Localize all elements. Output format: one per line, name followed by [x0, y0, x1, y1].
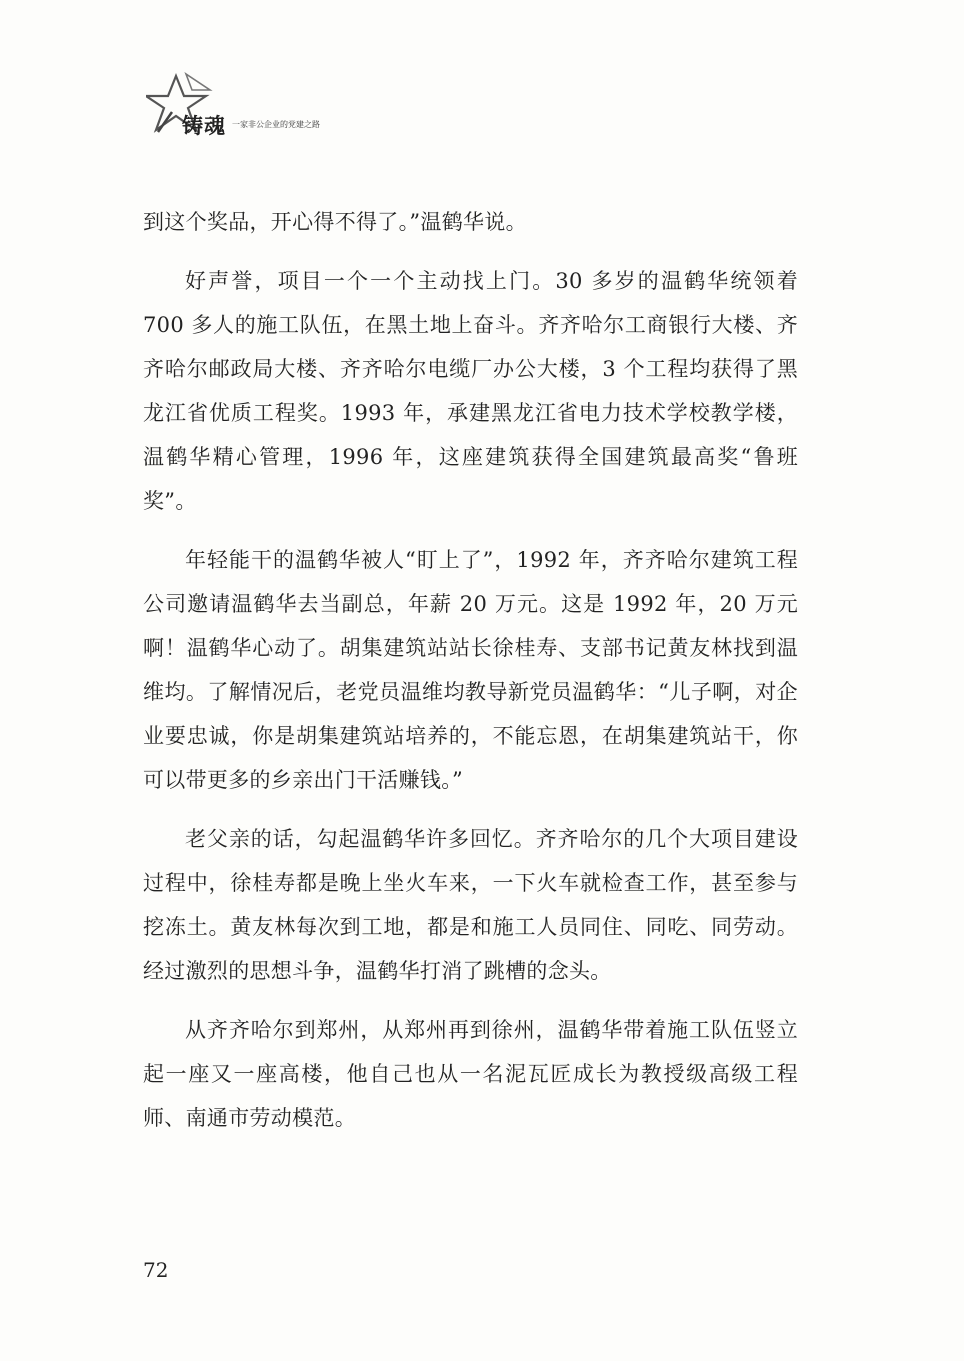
- paragraph: 从齐齐哈尔到郑州，从郑州再到徐州，温鹤华带着施工队伍竖立起一座又一座高楼，他自己也从一名泥瓦匠成长为教授级高级工程师、南通市劳动模范。: [143, 1018, 798, 1130]
- book-title: 铸魂: [182, 114, 226, 138]
- running-header: [146, 72, 406, 142]
- paragraph: 好声誉，项目一个一个主动找上门。30 多岁的温鹤华统领着 700 多人的施工队伍，在黑土地上奋斗。齐齐哈尔工商银行大楼、齐齐哈尔邮政局大楼、齐齐哈尔电缆厂办公大楼，3 个工程均获得了黑龙江省优质工程奖。1993 年，承建黑龙江省电力技术学校教学楼，温鹤华精心管理，1996 年，这座建筑获得全国建筑最高奖“鲁班奖”。: [143, 269, 798, 513]
- book-subtitle: 一家非公企业的党建之路: [232, 120, 320, 129]
- page-number: 72: [143, 1258, 169, 1282]
- paragraph: 老父亲的话，勾起温鹤华许多回忆。齐齐哈尔的几个大项目建设过程中，徐桂寿都是晚上坐火车来，一下火车就检查工作，甚至参与挖冻土。黄友林每次到工地，都是和施工人员同住、同吃、同劳动。经过激烈的思想斗争，温鹤华打消了跳槽的念头。: [143, 827, 798, 983]
- paragraph: 到这个奖品，开心得不得了。”温鹤华说。: [143, 210, 527, 234]
- paragraph: 年轻能干的温鹤华被人“盯上了”，1992 年，齐齐哈尔建筑工程公司邀请温鹤华去当副总，年薪 20 万元。这是 1992 年，20 万元啊！温鹤华心动了。胡集建筑站站长徐桂寿、支部书记黄友林找到温维均。了解情况后，老党员温维均教导新党员温鹤华：“儿子啊，对企业要忠诚，你是胡集建筑站培养的，不能忘恩，在胡集建筑站干，你可以带更多的乡亲出门干活赚钱。”: [143, 548, 798, 792]
- body-text: [143, 200, 798, 1140]
